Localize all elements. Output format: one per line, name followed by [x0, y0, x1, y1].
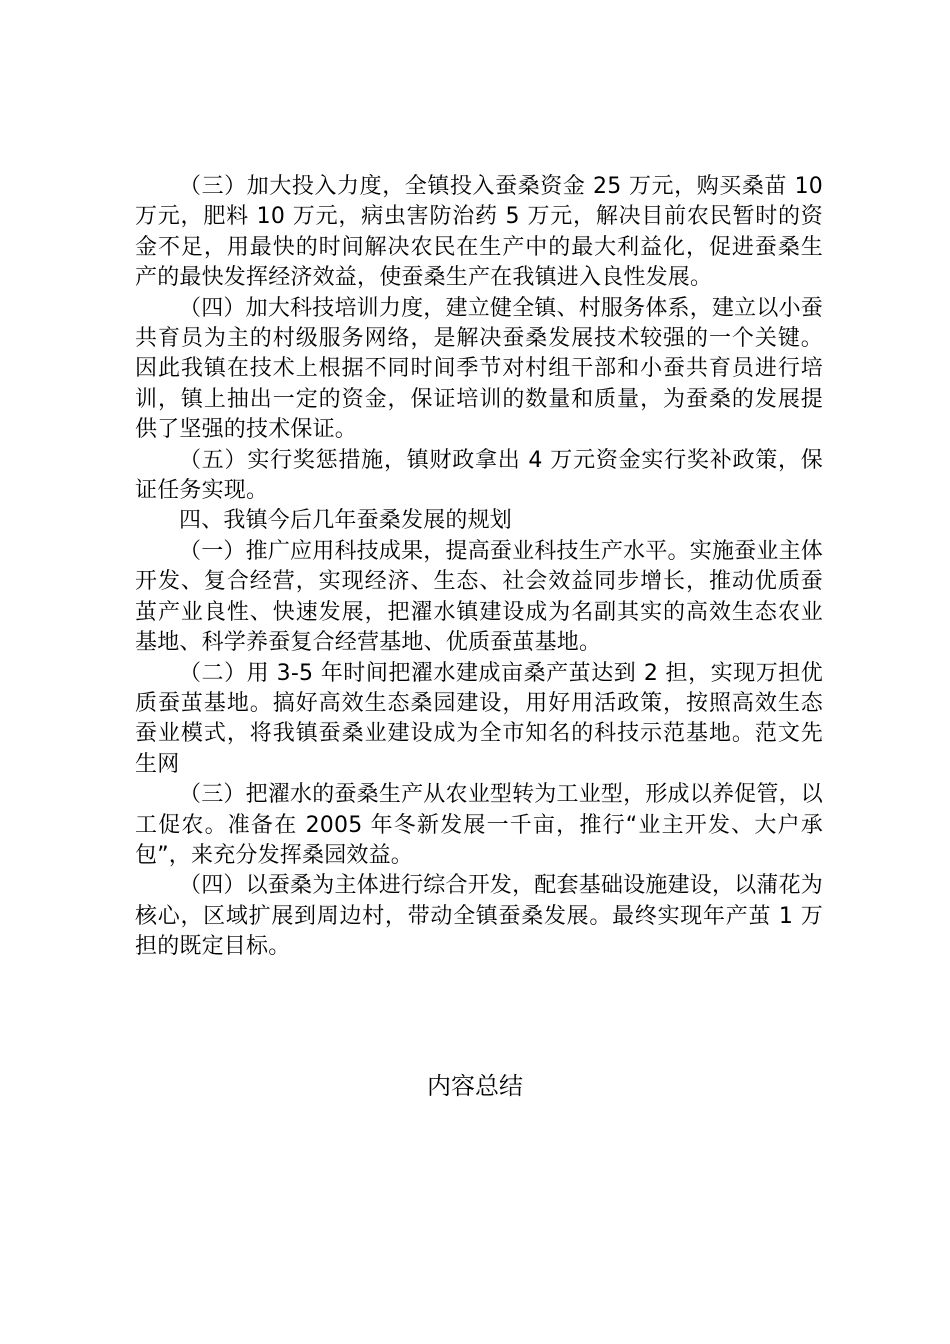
summary-title: 内容总结 — [427, 1072, 523, 1100]
paragraph-incentives: （五）实行奖惩措施，镇财政拿出 4 万元资金实行奖补政策，保证任务实现。 — [135, 447, 823, 504]
document-body — [135, 172, 823, 963]
paragraph-plan-2: （二）用 3-5 年时间把濯水建成亩桑产茧达到 2 担，实现万担优质蚕茧基地。搞好高效生态桑园建设，用好用活政策，按照高效生态蚕业模式，将我镇蚕桑业建设成为全市知名的科技示范基地。范文先生网 — [135, 660, 823, 777]
paragraph-plan-4: （四）以蚕桑为主体进行综合开发，配套基础设施建设，以蒲花为核心，区域扩展到周边村，带动全镇蚕桑发展。最终实现年产茧 1 万担的既定目标。 — [135, 873, 823, 960]
paragraph-training: （四）加大科技培训力度，建立健全镇、村服务体系，建立以小蚕共育员为主的村级服务网络，是解决蚕桑发展技术较强的一个关键。因此我镇在技术上根据不同时间季节对村组干部和小蚕共育员进行培训，镇上抽出一定的资金，保证培训的数量和质量，为蚕桑的发展提供了坚强的技术保证。 — [135, 295, 823, 443]
section-heading-plan: 四、我镇今后几年蚕桑发展的规划 — [179, 508, 513, 534]
paragraph-funding: （三）加大投入力度，全镇投入蚕桑资金 25 万元，购买桑苗 10 万元，肥料 10 万元，病虫害防治药 5 万元，解决目前农民暂时的资金不足，用最快的时间解决农民在生产中的最大利益化，促进蚕桑生产的最快发挥经济效益，使蚕桑生产在我镇进入良性发展。 — [135, 174, 823, 291]
paragraph-plan-3: （三）把濯水的蚕桑生产从农业型转为工业型，形成以养促管，以工促农。准备在 2005 年冬新发展一千亩，推行“业主开发、大户承包”，来充分发挥桑园效益。 — [135, 782, 823, 868]
paragraph-plan-1: （一）推广应用科技成果，提高蚕业科技生产水平。实施蚕业主体开发、复合经营，实现经济、生态、社会效益同步增长，推动优质蚕茧产业良性、快速发展，把濯水镇建设成为名副其实的高效生态农业基地、科学养蚕复合经营基地、优质蚕茧基地。 — [135, 538, 823, 656]
